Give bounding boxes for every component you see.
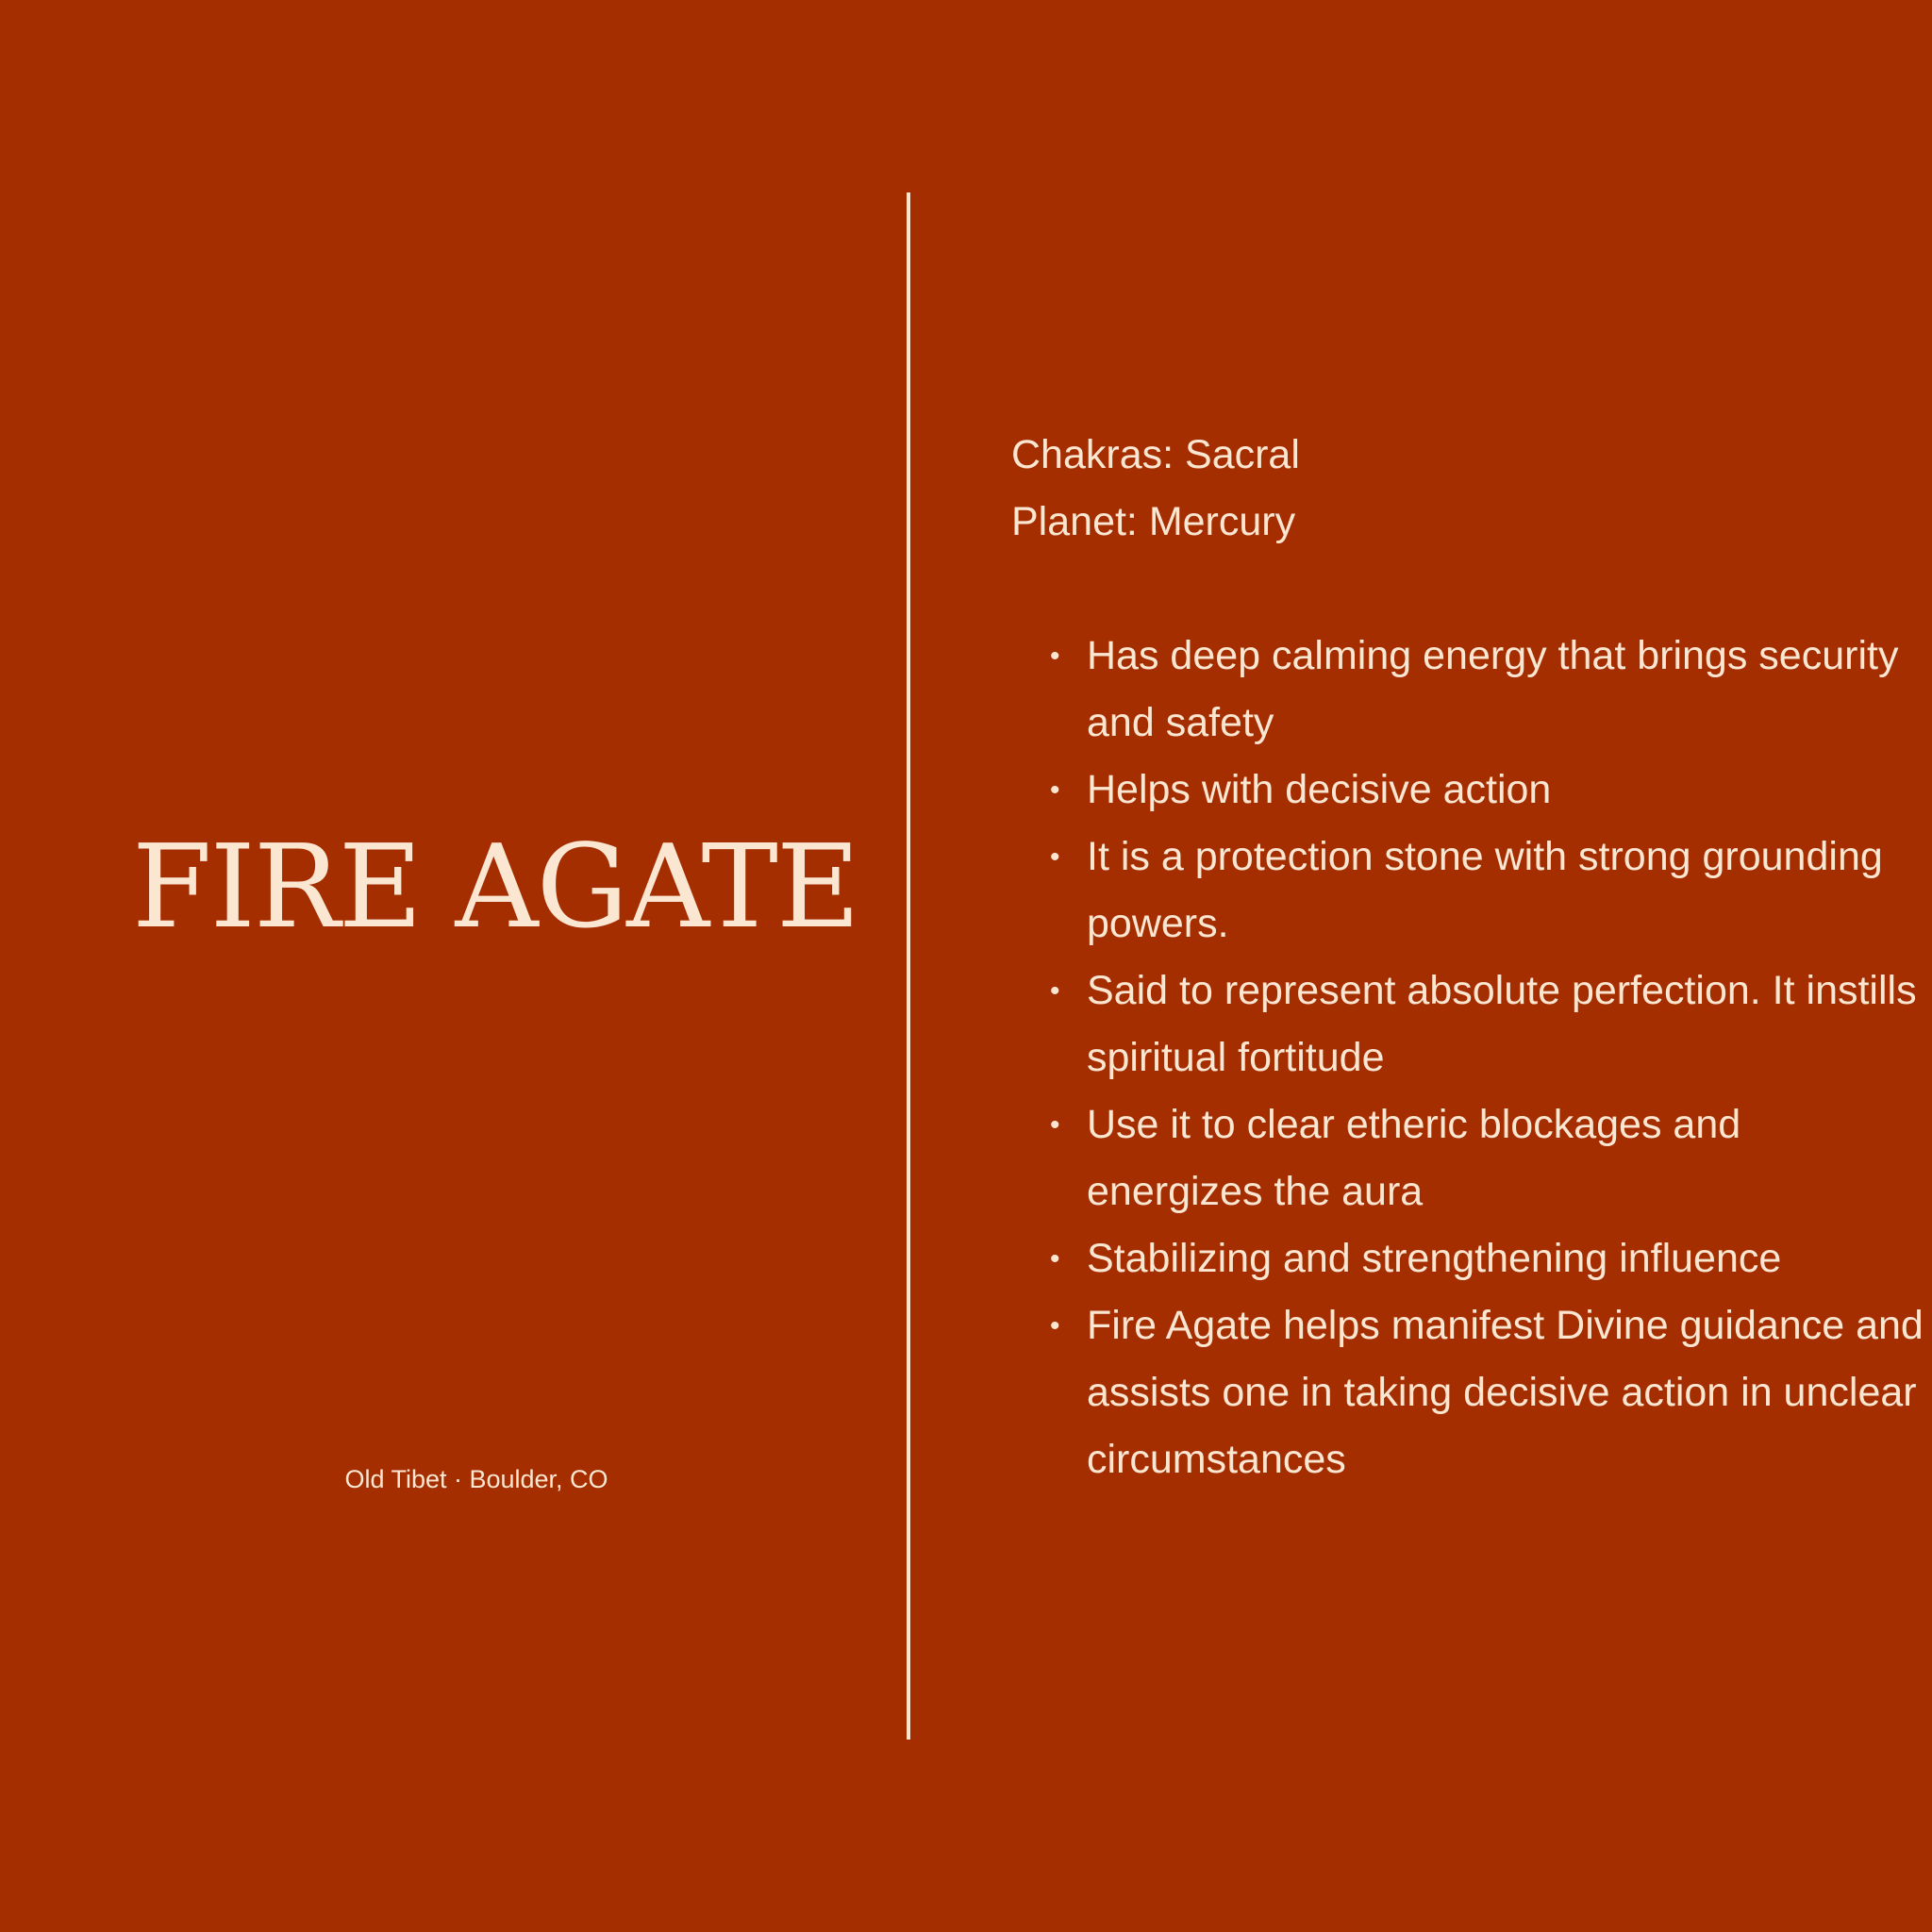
list-item-text: Use it to clear etheric blockages and energizes the aura <box>1087 1102 1741 1214</box>
bullet-icon: • <box>1050 774 1060 806</box>
benefits-list <box>1050 623 1926 1493</box>
bullet-icon: • <box>1050 841 1060 873</box>
list-item <box>1050 958 1926 1091</box>
list-item <box>1050 757 1926 824</box>
list-item <box>1050 1292 1926 1493</box>
list-item-text: Stabilizing and strengthening influence <box>1087 1236 1782 1281</box>
list-item-text: Fire Agate helps manifest Divine guidance and assists one in taking decisive action in unclear circumstances <box>1087 1303 1924 1482</box>
bullet-icon: • <box>1050 975 1060 1007</box>
bullet-icon: • <box>1050 1310 1060 1341</box>
list-item-text: Has deep calming energy that brings security and safety <box>1087 633 1899 745</box>
list-item-text: Said to represent absolute perfection. It instills spiritual fortitude <box>1087 968 1917 1080</box>
list-item <box>1050 623 1926 757</box>
planet-line: Planet: Mercury <box>1011 499 1296 544</box>
list-item-text: It is a protection stone with strong grounding powers. <box>1087 834 1883 946</box>
list-item <box>1050 1091 1926 1225</box>
bullet-icon: • <box>1050 1243 1060 1274</box>
bullet-icon: • <box>1050 641 1060 672</box>
list-item <box>1050 824 1926 958</box>
vertical-divider <box>907 192 910 1740</box>
list-item-text: Helps with decisive action <box>1087 767 1552 812</box>
stone-properties <box>1011 422 1300 556</box>
list-item <box>1050 1225 1926 1292</box>
store-location: Old Tibet · Boulder, CO <box>344 1465 608 1493</box>
chakras-line: Chakras: Sacral <box>1011 432 1300 477</box>
stone-title: FIRE AGATE <box>132 820 858 954</box>
bullet-icon: • <box>1050 1109 1060 1141</box>
